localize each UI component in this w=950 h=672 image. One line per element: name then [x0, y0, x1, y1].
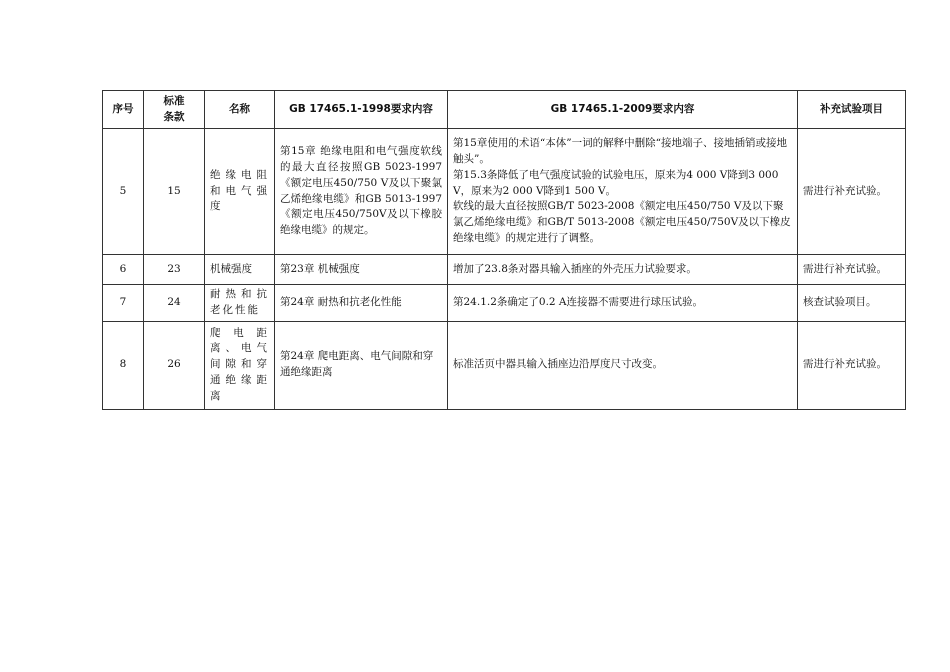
cell-new-requirement — [448, 285, 798, 322]
cell-serial: 7 — [103, 285, 144, 322]
new-requirement-line: 软线的最大直径按照GB/T 5023-2008《额定电压450/750 V及以下聚氯乙烯绝缘电缆》和GB/T 5013-2008《额定电压450/750V及以下橡皮绝缘电缆》的规定进行了调整。 — [453, 200, 791, 244]
new-requirement-line: 第15.3条降低了电气强度试验的试验电压，原来为4 000 V降到3 000 V，原来为2 000 V降到1 500 V。 — [453, 168, 779, 197]
cell-name: 机械强度 — [205, 255, 275, 285]
comparison-table — [102, 90, 906, 410]
cell-new-requirement — [448, 321, 798, 409]
cell-supplementary-test: 需进行补充试验。 — [798, 255, 906, 285]
new-requirement-line: 增加了23.8条对器具输入插座的外壳压力试验要求。 — [453, 262, 697, 275]
table-row — [103, 285, 906, 322]
cell-name: 耐热和抗老化性能 — [205, 285, 275, 322]
new-requirement-line: 第24.1.2条确定了0.2 A连接器不需要进行球压试验。 — [453, 295, 704, 308]
header-supplementary-test: 补充试验项目 — [798, 91, 906, 129]
cell-serial: 8 — [103, 321, 144, 409]
cell-serial: 6 — [103, 255, 144, 285]
new-requirement-line: 第15章使用的术语“本体”一词的解释中删除“接地端子、接地插销或接地触头”。 — [453, 137, 787, 166]
header-name: 名称 — [205, 91, 275, 129]
cell-new-requirement — [448, 255, 798, 285]
table-row — [103, 129, 906, 255]
new-requirement-line: 标准活页中器具输入插座边沿厚度尺寸改变。 — [453, 358, 663, 371]
header-clause: 标准 条款 — [144, 91, 205, 129]
header-serial: 序号 — [103, 91, 144, 129]
cell-name: 爬电距离、电气间隙和穿通绝缘距离 — [205, 321, 275, 409]
cell-supplementary-test: 需进行补充试验。 — [798, 321, 906, 409]
cell-clause: 23 — [144, 255, 205, 285]
cell-clause: 15 — [144, 129, 205, 255]
cell-old-requirement: 第15章 绝缘电阻和电气强度软线的最大直径按照GB 5023-1997《额定电压450/750 V及以下聚氯乙烯绝缘电缆》和GB 5013-1997 《额定电压450/750V及以下橡胶绝缘电缆》的规定。 — [275, 129, 448, 255]
cell-old-requirement: 第23章 机械强度 — [275, 255, 448, 285]
cell-new-requirement — [448, 129, 798, 255]
header-old-requirement: GB 17465.1-1998要求内容 — [275, 91, 448, 129]
cell-supplementary-test: 核查试验项目。 — [798, 285, 906, 322]
cell-old-requirement: 第24章 耐热和抗老化性能 — [275, 285, 448, 322]
cell-name: 绝缘电阻和电气强度 — [205, 129, 275, 255]
table-row — [103, 321, 906, 409]
table-row — [103, 255, 906, 285]
header-row — [103, 91, 906, 129]
cell-old-requirement: 第24章 爬电距离、电气间隙和穿通绝缘距离 — [275, 321, 448, 409]
cell-clause: 26 — [144, 321, 205, 409]
header-new-requirement: GB 17465.1-2009要求内容 — [448, 91, 798, 129]
cell-clause: 24 — [144, 285, 205, 322]
cell-serial: 5 — [103, 129, 144, 255]
cell-supplementary-test: 需进行补充试验。 — [798, 129, 906, 255]
